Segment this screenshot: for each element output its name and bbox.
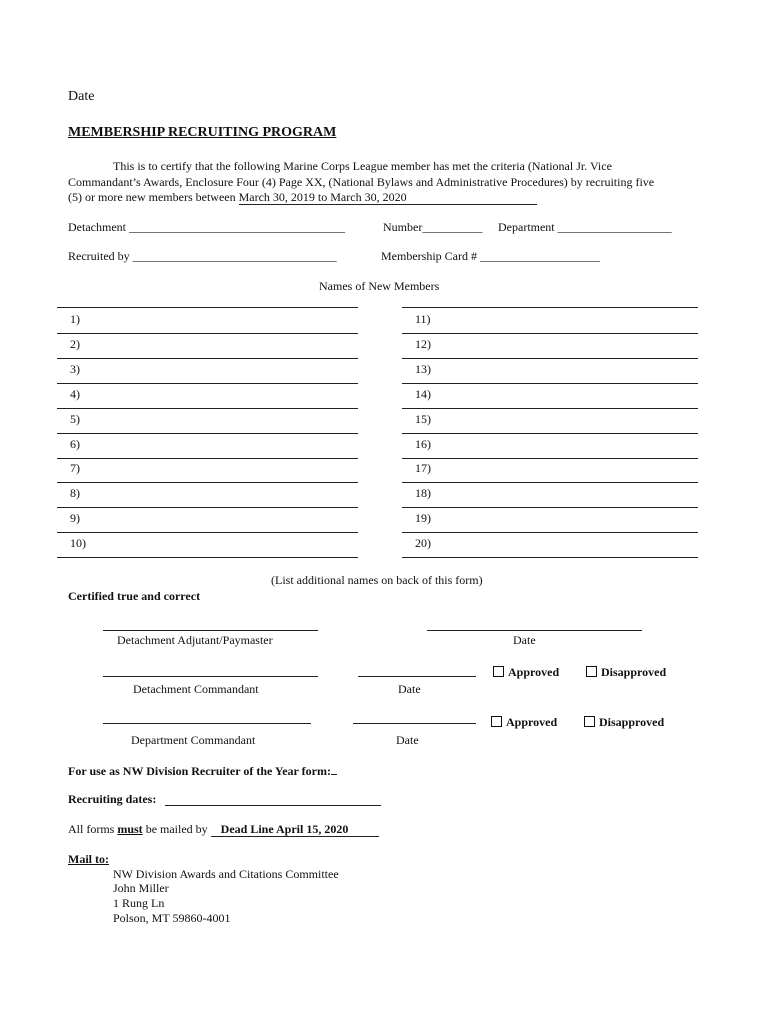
member-row[interactable] — [57, 333, 358, 359]
member-row[interactable] — [402, 507, 698, 533]
date-range-field[interactable] — [239, 191, 537, 205]
certified-label: Certified true and correct — [68, 589, 201, 603]
member-number: 11) — [415, 312, 431, 326]
member-row[interactable] — [57, 308, 358, 334]
checkbox-icon — [491, 716, 502, 727]
commandant-label: Detachment Commandant — [133, 682, 259, 696]
member-number: 20) — [415, 536, 431, 551]
checkbox-icon — [584, 716, 595, 727]
member-number: 7) — [70, 461, 80, 476]
dept-commandant-label: Department Commandant — [131, 733, 256, 747]
intro-line-2: Commandant’s Awards, Enclosure Four (4) Page XX, (National Bylaws and Administrative Procedures) by recruiting five — [68, 175, 655, 189]
date-line-1[interactable] — [427, 630, 642, 631]
nw-division-label — [68, 763, 337, 779]
adjutant-signature-line[interactable] — [103, 630, 318, 631]
member-row[interactable] — [402, 532, 698, 558]
dept-commandant-signature-line[interactable] — [103, 723, 311, 724]
date-label-2: Date — [398, 682, 421, 696]
nw-division-blank[interactable] — [331, 763, 337, 775]
member-number: 2) — [70, 336, 80, 351]
member-row[interactable] — [57, 433, 358, 459]
mail-to-line-3: 1 Rung Ln — [113, 896, 165, 910]
member-row[interactable] — [402, 408, 698, 434]
intro-line-1: This is to certify that the following Marine Corps League member has met the criteria (National Jr. Vice — [113, 159, 612, 173]
date-label-3: Date — [396, 733, 419, 747]
member-row[interactable] — [402, 383, 698, 409]
recruiting-dates-label: Recruiting dates: — [68, 792, 157, 806]
approved-checkbox-2[interactable] — [491, 715, 557, 730]
member-number: 17) — [415, 461, 431, 476]
must-text: must — [117, 822, 143, 836]
member-number: 14) — [415, 386, 431, 401]
member-number: 5) — [70, 411, 80, 426]
member-number: 8) — [70, 486, 80, 501]
disapproved-label-1: Disapproved — [601, 665, 667, 679]
mail-to-line-4: Polson, MT 59860-4001 — [113, 911, 231, 925]
member-number: 10) — [70, 536, 86, 551]
member-row[interactable] — [402, 457, 698, 483]
mail-to-line-2: John Miller — [113, 881, 169, 895]
member-number: 15) — [415, 411, 431, 426]
mailed-by-line — [68, 822, 379, 837]
member-number: 4) — [70, 386, 80, 401]
date-range-value: March 30, 2019 to March 30, 2020 — [238, 190, 407, 204]
mail-to-label: Mail to: — [68, 852, 109, 866]
commandant-signature-line[interactable] — [103, 676, 318, 677]
member-number: 3) — [70, 361, 80, 376]
member-row[interactable] — [57, 482, 358, 508]
member-row[interactable] — [402, 308, 698, 334]
member-number: 18) — [415, 486, 431, 501]
member-row[interactable] — [57, 358, 358, 384]
page-title: MEMBERSHIP RECRUITING PROGRAM — [68, 125, 337, 140]
date-line-3[interactable] — [353, 723, 476, 724]
date-label-1: Date — [513, 633, 536, 647]
recruited-by-field[interactable]: Recruited by __________________________________ — [68, 249, 337, 263]
member-row[interactable] — [57, 383, 358, 409]
date-line-2[interactable] — [358, 676, 476, 677]
member-row[interactable] — [402, 333, 698, 359]
approved-label-2: Approved — [506, 715, 558, 729]
recruiting-dates-line[interactable] — [165, 805, 381, 806]
detachment-field[interactable]: Detachment ____________________________________ — [68, 220, 345, 234]
approved-checkbox-1[interactable] — [493, 665, 559, 680]
intro-line-3-prefix: (5) or more new members between — [68, 190, 239, 204]
member-number: 1) — [70, 312, 80, 326]
disapproved-checkbox-1[interactable] — [586, 665, 666, 680]
intro-line-3 — [68, 190, 537, 205]
mailed-prefix: All forms — [68, 822, 118, 836]
member-row[interactable] — [57, 507, 358, 533]
member-row[interactable] — [402, 433, 698, 459]
deadline-field[interactable] — [211, 823, 379, 837]
checkbox-icon — [493, 666, 504, 677]
member-number: 13) — [415, 361, 431, 376]
date-label: Date — [68, 89, 95, 104]
list-note: (List additional names on back of this form) — [271, 573, 483, 587]
member-row[interactable] — [402, 482, 698, 508]
deadline-value: Dead Line April 15, 2020 — [220, 822, 349, 836]
checkbox-icon — [586, 666, 597, 677]
department-field[interactable]: Department ___________________ — [498, 220, 672, 234]
approved-label-1: Approved — [508, 665, 560, 679]
member-row[interactable] — [57, 532, 358, 558]
membership-card-field[interactable]: Membership Card # ____________________ — [381, 249, 600, 263]
disapproved-checkbox-2[interactable] — [584, 715, 664, 730]
member-number: 12) — [415, 336, 431, 351]
member-number: 6) — [70, 436, 80, 451]
member-number: 16) — [415, 436, 431, 451]
disapproved-label-2: Disapproved — [599, 715, 665, 729]
adjutant-label: Detachment Adjutant/Paymaster — [117, 633, 273, 647]
member-row[interactable] — [57, 457, 358, 483]
number-field[interactable]: Number__________ — [383, 220, 483, 234]
member-row[interactable] — [57, 408, 358, 434]
member-number: 9) — [70, 511, 80, 526]
member-number: 19) — [415, 511, 431, 526]
mailed-middle: be mailed by — [142, 822, 211, 836]
names-heading: Names of New Members — [319, 279, 440, 293]
nw-division-text: For use as NW Division Recruiter of the Year form: — [68, 764, 331, 778]
member-row[interactable] — [402, 358, 698, 384]
mail-to-line-1: NW Division Awards and Citations Committee — [113, 867, 339, 881]
